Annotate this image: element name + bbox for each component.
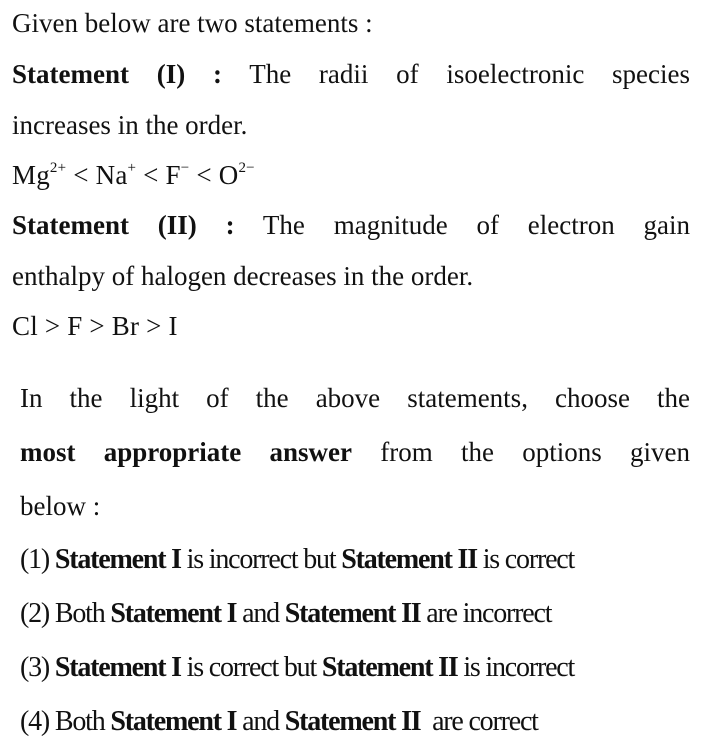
option-4-text: Both bbox=[54, 706, 111, 737]
statement-2-formula: Cl > F > Br > I bbox=[12, 311, 178, 341]
species-o-charge: 2− bbox=[238, 160, 255, 176]
option-2-text: Both bbox=[54, 598, 111, 629]
question-line-2 bbox=[20, 435, 690, 469]
less-than-sign: < bbox=[136, 160, 166, 190]
option-2[interactable] bbox=[20, 597, 551, 631]
option-4-text: are correct bbox=[420, 706, 538, 737]
option-3-text: is incorrect bbox=[457, 652, 575, 683]
statement-2-line-1 bbox=[12, 208, 690, 242]
statement-2-line-2: enthalpy of halogen decreases in the order. bbox=[12, 261, 474, 291]
question-emphasis: most appropriate answer bbox=[20, 437, 352, 467]
statement-2-colon: : bbox=[225, 210, 235, 240]
option-1-text: is correct bbox=[476, 544, 575, 575]
less-than-sign: < bbox=[189, 160, 219, 190]
species-mg-charge: 2+ bbox=[49, 160, 67, 176]
option-2-text: and bbox=[236, 598, 285, 629]
option-3-statement-ii: Statement II bbox=[321, 652, 458, 683]
option-number: (2) bbox=[20, 598, 55, 629]
option-4-statement-ii: Statement II bbox=[284, 706, 421, 737]
species-na-charge: + bbox=[127, 160, 137, 176]
option-3-text: is correct but bbox=[180, 652, 322, 683]
less-than-sign: < bbox=[66, 160, 96, 190]
intro-text: Given below are two statements : bbox=[12, 8, 373, 38]
species-o: O bbox=[218, 160, 239, 190]
option-1-statement-i: Statement I bbox=[54, 544, 181, 575]
statement-1-line-1 bbox=[12, 57, 690, 91]
statement-1-line-2: increases in the order. bbox=[12, 110, 248, 140]
species-f-charge: − bbox=[180, 160, 190, 176]
option-4-text: and bbox=[236, 706, 285, 737]
question-line-2-rest: from the options given bbox=[352, 437, 690, 467]
option-number: (4) bbox=[20, 706, 55, 737]
option-2-text: are incorrect bbox=[420, 598, 552, 629]
option-3[interactable] bbox=[20, 651, 574, 685]
statement-1-text: The radii of isoelectronic species bbox=[249, 59, 691, 89]
option-2-statement-i: Statement I bbox=[110, 598, 237, 629]
option-4[interactable] bbox=[20, 705, 538, 739]
option-number: (3) bbox=[20, 652, 55, 683]
species-mg: Mg bbox=[12, 160, 50, 190]
statement-1-label: Statement (I) bbox=[12, 59, 186, 89]
option-3-statement-i: Statement I bbox=[54, 652, 181, 683]
question-line-3: below : bbox=[20, 491, 101, 521]
statement-2-label: Statement (II) bbox=[12, 210, 197, 240]
statement-2-text: The magnitude of electron gain bbox=[262, 210, 691, 240]
species-f: F bbox=[165, 160, 181, 190]
option-1-statement-ii: Statement II bbox=[341, 544, 477, 575]
option-1-text: is incorrect but bbox=[180, 544, 342, 575]
question-line-1: In the light of the above statements, choose the bbox=[20, 383, 690, 413]
statement-1-formula bbox=[12, 158, 690, 192]
species-na: Na bbox=[95, 160, 128, 190]
option-1[interactable] bbox=[20, 543, 574, 577]
option-4-statement-i: Statement I bbox=[110, 706, 237, 737]
option-2-statement-ii: Statement II bbox=[284, 598, 421, 629]
option-number: (1) bbox=[20, 544, 55, 575]
statement-1-colon: : bbox=[212, 59, 222, 89]
